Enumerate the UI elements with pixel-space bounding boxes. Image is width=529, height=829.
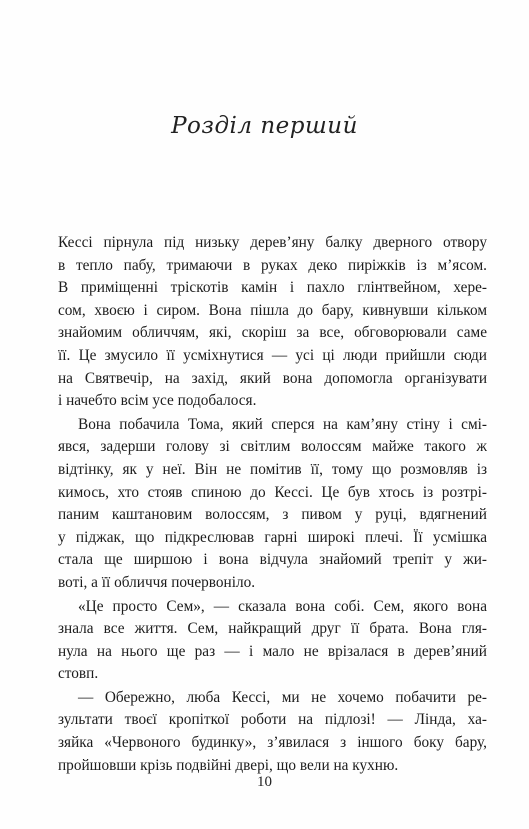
body-text <box>58 232 487 778</box>
text-line: Вона побачила Тома, який сперся на кам’яну стіну і смі- <box>78 415 487 433</box>
paragraph <box>58 596 487 686</box>
text-line: стала ще ширшою і вона відчула знайомий трепіт у жи- <box>58 551 487 569</box>
paragraph <box>58 414 487 595</box>
text-line: паним каштановим волоссям, з пивом у руці, вдягнений <box>58 506 487 524</box>
text-line: воті, а її обличчя почервоніло. <box>58 573 256 591</box>
text-line: відтінку, як у неї. Він не помітив її, тому що розмовляв із <box>58 460 487 478</box>
text-line: кимось, хто стояв спиною до Кессі. Це був хтось із розтрі- <box>58 483 487 501</box>
paragraph <box>58 232 487 413</box>
text-line: «Це просто Сем», — сказала вона собі. Сем, якого вона <box>78 597 487 615</box>
text-line: на Святвечір, на захід, який вона допомогла організувати <box>58 369 487 387</box>
text-line: знала все життя. Сем, найкращий друг її брата. Вона гля- <box>58 620 487 638</box>
text-line: сом, хвоєю і сиром. Вона пішла до бару, кивнувши кільком <box>58 301 487 319</box>
text-line: явся, задерши голову зі світлим волоссям майже такого ж <box>58 438 487 456</box>
chapter-title: Розділ перший <box>171 113 358 139</box>
text-line: і начебто всім усе подобалося. <box>58 392 257 410</box>
text-line: стовп. <box>58 665 99 683</box>
text-line: зяйка «Червоного будинку», з’явилася з іншого боку бару, <box>58 734 487 752</box>
paragraph <box>58 687 487 777</box>
text-line: її. Це змусило її усміхнутися — усі ці люди прийшли сюди <box>58 346 487 364</box>
text-line: у піджак, що підкреслював гарні широкі плечі. Її усмішка <box>58 528 487 546</box>
text-line: Кессі пірнула під низьку дерев’яну балку дверного отвору <box>58 234 487 251</box>
text-line: В приміщенні тріскотів камін і пахло глінтвейном, хере- <box>58 279 487 297</box>
text-line: знайомим обличчям, які, скоріш за все, обговорювали саме <box>58 324 487 342</box>
text-line: — Обережно, люба Кессі, ми не хочемо побачити ре- <box>78 688 487 706</box>
text-line: зультати твоєї кропіткої роботи на підлозі! — Лінда, ха- <box>58 711 487 729</box>
page-number: 10 <box>257 774 272 790</box>
text-line: в тепло пабу, тримаючи в руках деко пиріжків із м’ясом. <box>58 256 487 274</box>
text-line: пройшовши крізь подвійні двері, що вели на кухню. <box>58 756 399 774</box>
text-line: нула на нього ще раз — і мало не врізалася в дерев’яний <box>58 642 487 660</box>
